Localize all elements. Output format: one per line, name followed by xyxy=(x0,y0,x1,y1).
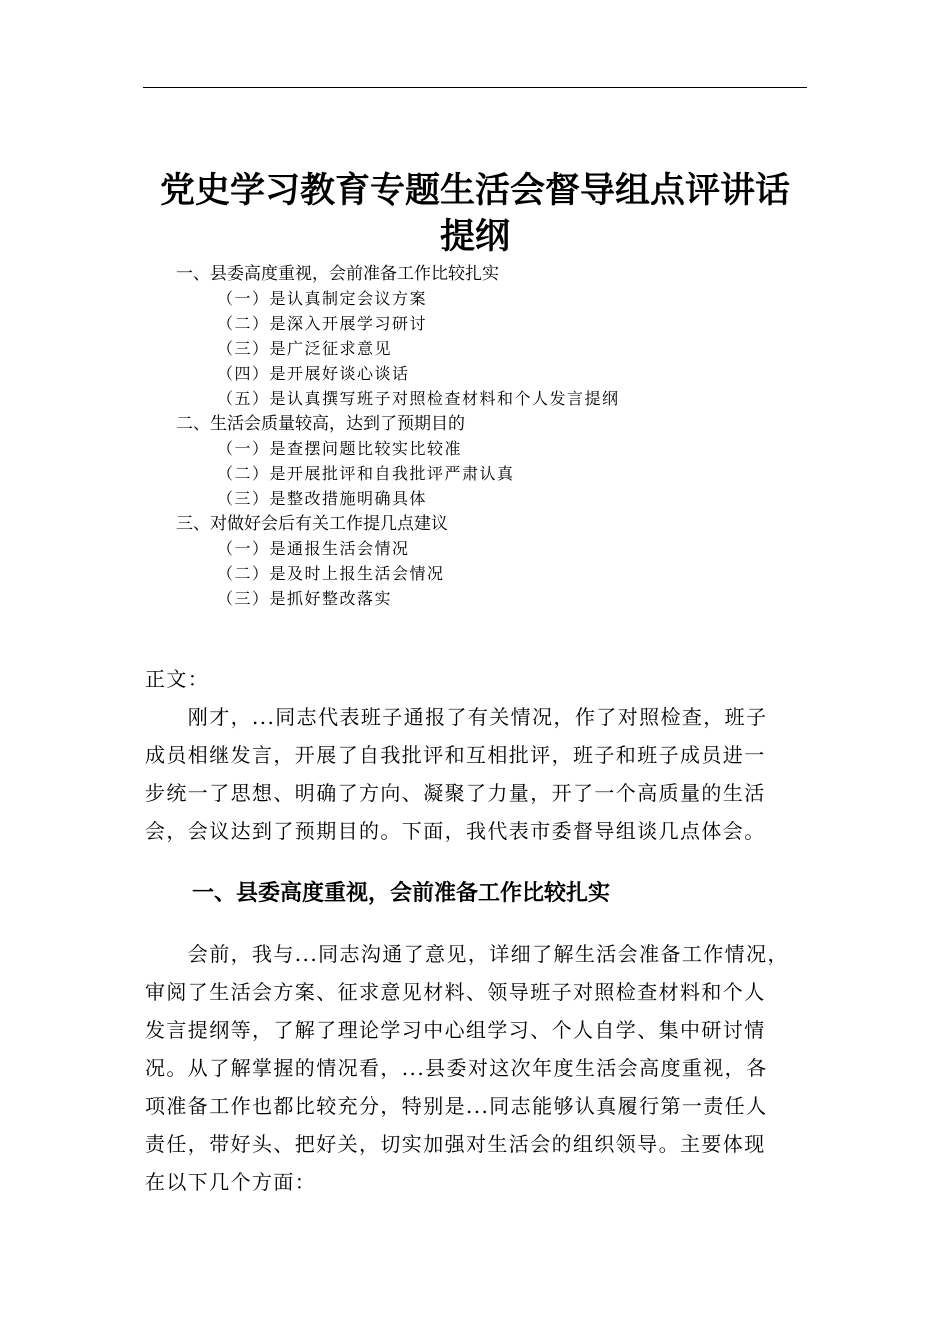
section-heading-1: 一、县委高度重视，会前准备工作比较扎实 xyxy=(192,881,611,906)
paragraph-line: 况。从了解掌握的情况看，...县委对这次年度生活会高度重视，各 xyxy=(145,1056,768,1080)
outline-heading-3: 三、对做好会后有关工作提几点建议 xyxy=(176,514,448,534)
outline-item: （一）是通报生活会情况 xyxy=(217,539,410,558)
paragraph-line: 刚才，...同志代表班子通报了有关情况，作了对照检查，班子 xyxy=(145,705,768,729)
paragraph-line: 审阅了生活会方案、征求意见材料、领导班子对照检查材料和个人 xyxy=(145,980,766,1004)
body-label: 正文： xyxy=(145,667,210,691)
outline-heading-2: 二、生活会质量较高，达到了预期目的 xyxy=(176,414,465,434)
document-title-line-1: 党史学习教育专题生活会督导组点评讲话 xyxy=(159,171,790,211)
outline-item: （二）是及时上报生活会情况 xyxy=(217,564,445,583)
outline-heading-1: 一、县委高度重视，会前准备工作比较扎实 xyxy=(176,264,499,284)
outline-item: （一）是认真制定会议方案 xyxy=(217,289,428,308)
outline-item: （三）是整改措施明确具体 xyxy=(217,489,428,508)
outline-item: （四）是开展好谈心谈话 xyxy=(217,364,410,383)
paragraph-line: 成员相继发言，开展了自我批评和互相批评，班子和班子成员进一 xyxy=(145,743,766,767)
outline-item: （二）是深入开展学习研讨 xyxy=(217,314,428,333)
outline-item: （五）是认真撰写班子对照检查材料和个人发言提纲 xyxy=(217,389,620,408)
paragraph-line: 发言提纲等，了解了理论学习中心组学习、个人自学、集中研讨情 xyxy=(145,1018,766,1042)
paragraph-line: 会，会议达到了预期目的。下面，我代表市委督导组谈几点体会。 xyxy=(145,819,766,843)
outline-item: （三）是广泛征求意见 xyxy=(217,339,393,358)
paragraph-line: 在以下几个方面： xyxy=(145,1170,317,1194)
paragraph-line: 责任，带好头、把好关，切实加强对生活会的组织领导。主要体现 xyxy=(145,1132,766,1156)
paragraph-line: 会前，我与...同志沟通了意见，详细了解生活会准备工作情况， xyxy=(145,942,789,966)
outline-item: （三）是抓好整改落实 xyxy=(217,589,393,608)
document-title-line-2: 提纲 xyxy=(439,217,510,257)
outline-item: （一）是查摆问题比较实比较准 xyxy=(217,439,463,458)
header-rule xyxy=(143,87,807,88)
paragraph-line: 步统一了思想、明确了方向、凝聚了力量，开了一个高质量的生活 xyxy=(145,781,766,805)
outline-item: （二）是开展批评和自我批评严肃认真 xyxy=(217,464,515,483)
paragraph-line: 项准备工作也都比较充分，特别是...同志能够认真履行第一责任人 xyxy=(145,1094,768,1118)
